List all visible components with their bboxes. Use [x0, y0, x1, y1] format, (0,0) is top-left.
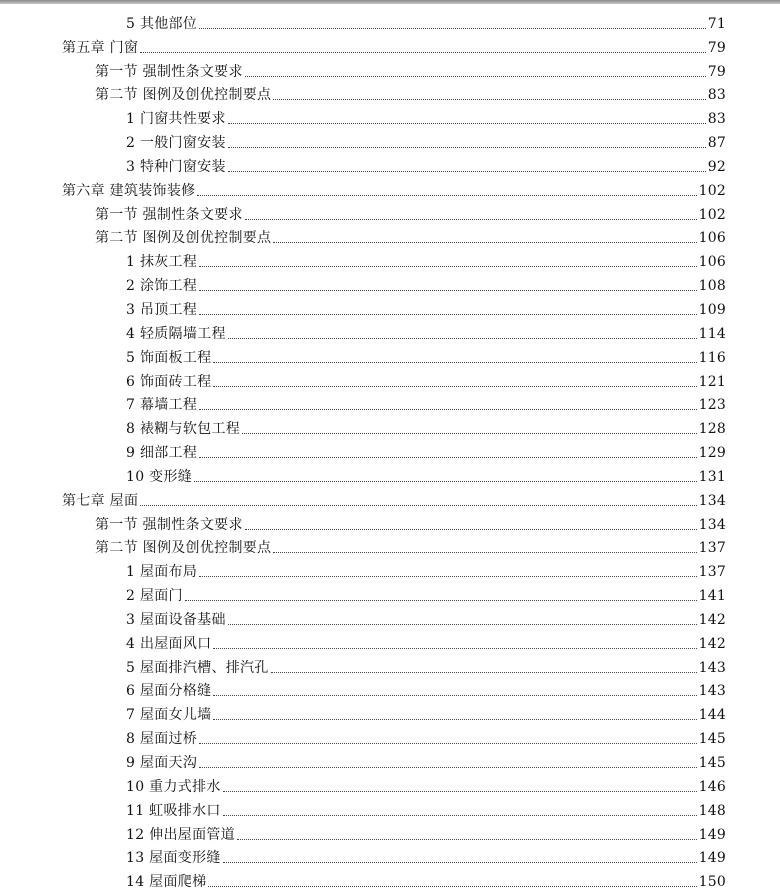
toc-entry-page-number: 145	[698, 755, 726, 771]
toc-entry-page-number: 137	[698, 564, 726, 581]
toc-entry-item[interactable]	[0, 10, 780, 34]
toc-entry-page-number: 71	[707, 15, 726, 32]
toc-entry-title: 第二节 图例及创优控制要点	[95, 87, 272, 104]
toc-entry-section[interactable]	[0, 535, 780, 559]
toc-dot-leader	[199, 265, 697, 267]
toc-entry-section[interactable]	[0, 225, 780, 249]
toc-dot-leader	[199, 289, 697, 291]
toc-entry-title: 5 屋面排汽槽、排汽孔	[126, 659, 269, 676]
toc-entry-title: 10 变形缝	[126, 468, 193, 485]
toc-entry-page-number: 148	[698, 802, 726, 819]
toc-entry-title: 第七章 屋面	[62, 492, 139, 509]
toc-entry-item[interactable]	[0, 296, 780, 320]
toc-entry-title: 第六章 建筑装饰装修	[62, 182, 196, 199]
toc-entry-item[interactable]	[0, 749, 780, 773]
toc-entry-title: 7 幕墙工程	[126, 397, 198, 414]
toc-dot-leader	[213, 361, 696, 363]
toc-entry-item[interactable]	[0, 272, 780, 296]
toc-entry-title: 第一节 强制性条文要求	[95, 206, 243, 223]
toc-entry-title: 10 重力式排水	[126, 778, 221, 795]
toc-entry-title: 3 特种门窗安装	[126, 158, 226, 175]
toc-entry-title: 2 屋面门	[126, 588, 183, 605]
toc-entry-item[interactable]	[0, 701, 780, 725]
toc-dot-leader	[242, 432, 697, 434]
toc-entry-section[interactable]	[0, 82, 780, 106]
toc-entry-title: 12 伸出屋面管道	[126, 826, 235, 843]
toc-entry-page-number: 114	[698, 325, 726, 342]
toc-entry-title: 5 其他部位	[126, 15, 198, 32]
toc-dot-leader	[223, 790, 697, 792]
toc-dot-leader	[197, 194, 696, 196]
toc-dot-leader	[228, 337, 697, 339]
toc-entry-item[interactable]	[0, 678, 780, 702]
toc-dot-leader	[273, 98, 705, 100]
toc-entry-page-number: 83	[707, 111, 726, 128]
toc-dot-leader	[237, 838, 697, 840]
toc-entry-title: 5 饰面板工程	[126, 349, 212, 366]
toc-entry-chapter[interactable]	[0, 177, 780, 201]
toc-entry-title: 14 屋面爬梯	[126, 874, 207, 891]
toc-entry-page-number: 141	[698, 588, 726, 605]
toc-entry-page-number: 134	[698, 492, 726, 509]
toc-dot-leader	[213, 718, 696, 720]
toc-entry-page-number: 149	[698, 850, 726, 867]
toc-dot-leader	[213, 385, 696, 387]
toc-entry-item[interactable]	[0, 654, 780, 678]
toc-entry-title: 2 涂饰工程	[126, 278, 198, 295]
toc-entry-page-number: 131	[698, 468, 726, 485]
toc-entry-page-number: 128	[698, 421, 726, 438]
toc-dot-leader	[213, 694, 696, 696]
toc-dot-leader	[199, 27, 706, 29]
toc-entry-page-number: 149	[698, 826, 726, 843]
toc-dot-leader	[208, 885, 696, 887]
toc-entry-page-number: 83	[707, 87, 726, 104]
toc-dot-leader	[199, 742, 697, 744]
toc-entry-item[interactable]	[0, 773, 780, 797]
toc-dot-leader	[199, 313, 697, 315]
toc-entry-title: 9 屋面天沟	[126, 755, 198, 771]
toc-dot-leader	[223, 814, 697, 816]
toc-entry-item[interactable]	[0, 725, 780, 749]
toc-entry-title: 6 饰面砖工程	[126, 373, 212, 390]
toc-entry-item[interactable]	[0, 463, 780, 487]
toc-dot-leader	[228, 146, 706, 148]
toc-dot-leader	[199, 575, 697, 577]
toc-dot-leader	[245, 218, 697, 220]
toc-entry-page-number: 142	[698, 635, 726, 652]
toc-entry-page-number: 137	[698, 540, 726, 557]
toc-entry-item[interactable]	[0, 821, 780, 845]
toc-entry-page-number: 102	[698, 206, 726, 223]
toc-entry-item[interactable]	[0, 845, 780, 869]
toc-entry-page-number: 106	[698, 254, 726, 271]
toc-entry-title: 第五章 门窗	[62, 39, 139, 56]
toc-entry-item[interactable]	[0, 797, 780, 821]
toc-entry-title: 8 裱糊与软包工程	[126, 421, 241, 438]
toc-entry-item[interactable]	[0, 320, 780, 344]
toc-entry-item[interactable]	[0, 129, 780, 153]
toc-entry-title: 8 屋面过桥	[126, 731, 198, 748]
toc-entry-page-number: 129	[698, 445, 726, 462]
toc-entry-item[interactable]	[0, 392, 780, 416]
toc-entry-title: 3 吊顶工程	[126, 301, 198, 318]
toc-entry-item[interactable]	[0, 439, 780, 463]
toc-dot-leader	[199, 408, 697, 410]
toc-entry-item[interactable]	[0, 582, 780, 606]
toc-entry-page-number: 144	[698, 707, 726, 724]
toc-entry-page-number: 87	[707, 135, 726, 152]
toc-entry-title: 第二节 图例及创优控制要点	[95, 230, 272, 247]
toc-entry-item[interactable]	[0, 105, 780, 129]
toc-entry-item[interactable]	[0, 606, 780, 630]
toc-entry-item[interactable]	[0, 153, 780, 177]
toc-entry-title: 1 门窗共性要求	[126, 111, 226, 128]
toc-dot-leader	[213, 647, 696, 649]
toc-dot-leader	[228, 170, 706, 172]
toc-entry-page-number: 143	[698, 659, 726, 676]
toc-entry-item[interactable]	[0, 248, 780, 272]
toc-dot-leader	[273, 551, 696, 553]
toc-dot-leader	[185, 599, 697, 601]
toc-entry-title: 第二节 图例及创优控制要点	[95, 540, 272, 557]
toc-entry-item[interactable]	[0, 558, 780, 582]
toc-entry-page-number: 116	[698, 349, 726, 366]
toc-dot-leader	[271, 671, 697, 673]
toc-entry-title: 6 屋面分格缝	[126, 683, 212, 700]
toc-entry-title: 4 轻质隔墙工程	[126, 325, 226, 342]
toc-entry-item[interactable]	[0, 630, 780, 654]
toc-entry-title: 第一节 强制性条文要求	[95, 63, 243, 80]
toc-entry-item[interactable]	[0, 415, 780, 439]
toc-entry-title: 3 屋面设备基础	[126, 611, 226, 628]
toc-entry-page-number: 123	[698, 397, 726, 414]
toc-entry-page-number: 108	[698, 278, 726, 295]
toc-entry-section[interactable]	[0, 511, 780, 535]
toc-dot-leader	[273, 241, 696, 243]
toc-entry-title: 13 屋面变形缝	[126, 850, 221, 867]
toc-entry-item[interactable]	[0, 868, 780, 892]
toc-entry-page-number: 92	[707, 158, 726, 175]
toc-entry-page-number: 145	[698, 731, 726, 748]
toc-entry-page-number: 143	[698, 683, 726, 700]
toc-entry-title: 7 屋面女儿墙	[126, 707, 212, 724]
toc-entry-title: 4 出屋面风口	[126, 635, 212, 652]
toc-dot-leader	[140, 51, 706, 53]
toc-entry-title: 第一节 强制性条文要求	[95, 516, 243, 533]
toc-dot-leader	[199, 766, 697, 768]
toc-dot-leader	[245, 75, 706, 77]
top-border-rule	[0, 0, 780, 4]
toc-entry-title: 9 细部工程	[126, 445, 198, 462]
toc-entry-page-number: 134	[698, 516, 726, 533]
toc-entry-page-number: 106	[698, 230, 726, 247]
toc-dot-leader	[245, 528, 697, 530]
toc-entry-title: 2 一般门窗安装	[126, 135, 226, 152]
toc-entry-page-number: 79	[707, 63, 726, 80]
toc-entry-page-number: 79	[707, 39, 726, 56]
table-of-contents	[0, 10, 780, 892]
toc-entry-page-number: 102	[698, 182, 726, 199]
toc-entry-item[interactable]	[0, 368, 780, 392]
toc-dot-leader	[199, 456, 697, 458]
toc-entry-title: 1 屋面布局	[126, 564, 198, 581]
toc-entry-page-number: 146	[698, 778, 726, 795]
toc-dot-leader	[140, 504, 696, 506]
toc-entry-page-number: 109	[698, 301, 726, 318]
toc-entry-chapter[interactable]	[0, 487, 780, 511]
toc-dot-leader	[228, 122, 706, 124]
toc-entry-page-number: 150	[698, 874, 726, 891]
toc-entry-title: 1 抹灰工程	[126, 254, 198, 271]
toc-entry-page-number: 121	[698, 373, 726, 390]
toc-entry-chapter[interactable]	[0, 34, 780, 58]
toc-entry-section[interactable]	[0, 201, 780, 225]
toc-dot-leader	[223, 861, 697, 863]
toc-entry-page-number: 142	[698, 611, 726, 628]
toc-dot-leader	[228, 623, 697, 625]
toc-entry-section[interactable]	[0, 58, 780, 82]
toc-entry-item[interactable]	[0, 344, 780, 368]
toc-dot-leader	[194, 480, 697, 482]
toc-entry-title: 11 虹吸排水口	[126, 802, 221, 819]
